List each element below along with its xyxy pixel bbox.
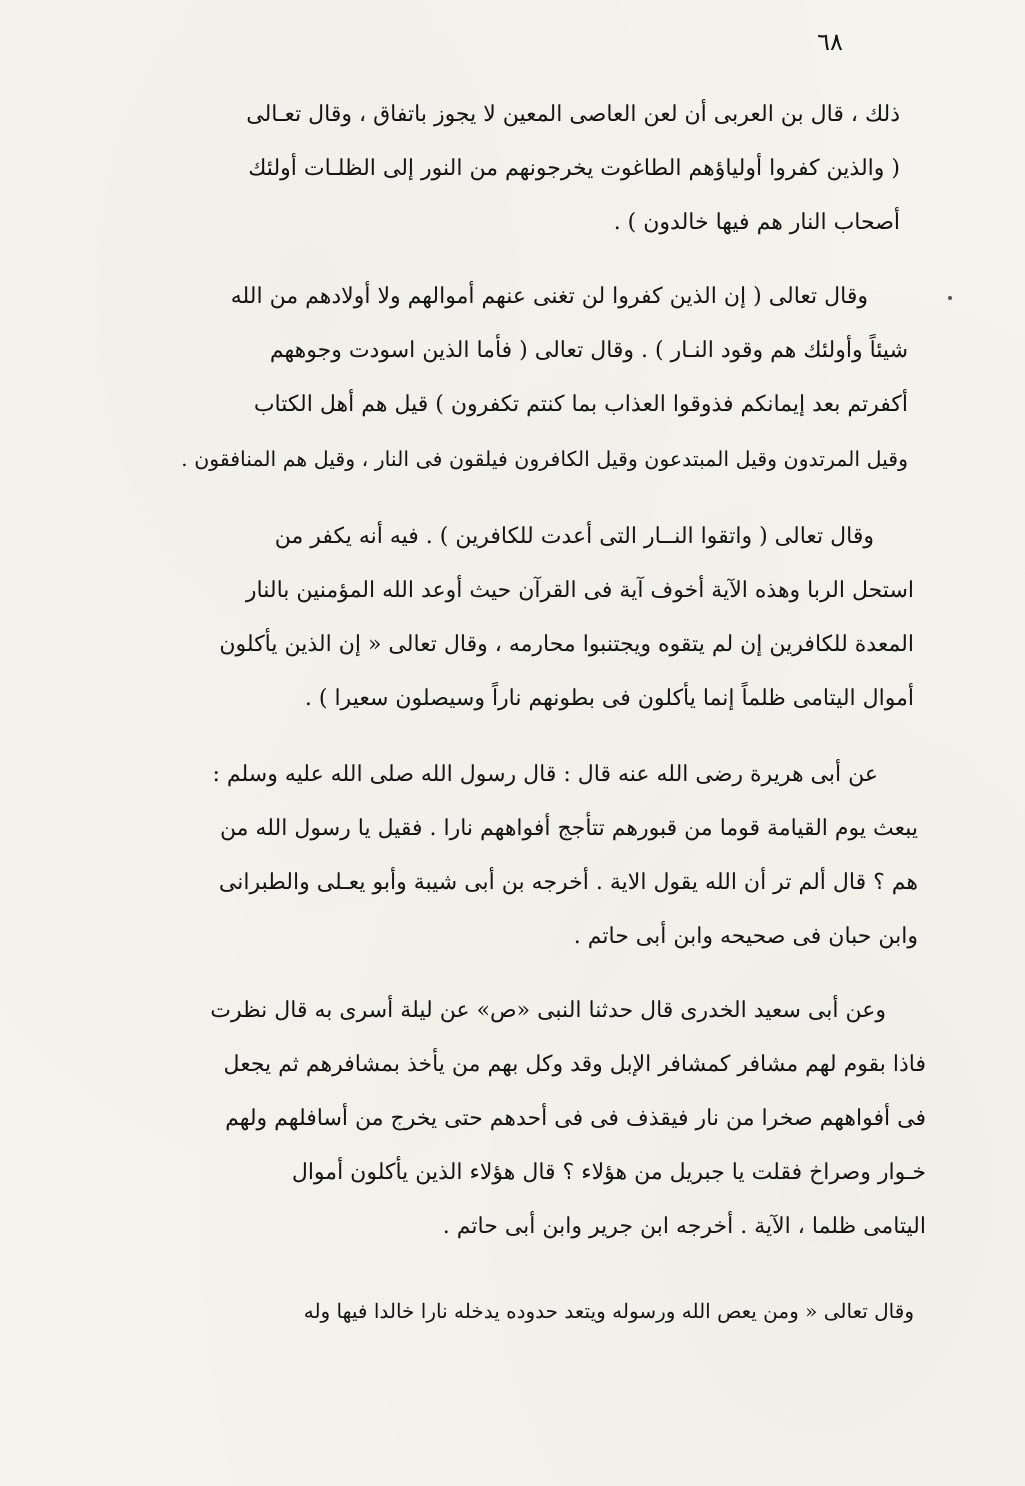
text-line: فاذا بقوم لهم مشافر كمشافر الإبل وقد وكل بهم من يأخذ بمشافرهم ثم يجعل <box>223 1052 926 1077</box>
scan-speck <box>948 296 952 300</box>
page-number: ٦٨ <box>817 28 843 56</box>
text-line: ذلك ، قال بن العربى أن لعن العاصى المعين لا يجوز باتفاق ، وقال تعـالى <box>246 102 900 127</box>
paragraph-3 <box>186 510 914 726</box>
text-line: اليتامى ظلما ، الآية . أخرجه ابن جرير وابن أبى حاتم . <box>442 1214 926 1239</box>
paragraph-2 <box>180 270 908 486</box>
text-line: فى أفواههم صخرا من نار فيقذف فى فى أحدهم حتى يخرج من أسافلهم ولهم <box>225 1106 926 1131</box>
text-line: وقال تعالى ( إن الذين كفروا لن تغنى عنهم أموالهم ولا أولادهم من الله <box>230 284 868 309</box>
paragraph-5 <box>200 984 926 1254</box>
text-line: أصحاب النار هم فيها خالدون ) . <box>613 210 900 235</box>
paragraph-4 <box>196 748 918 964</box>
text-line: وابن حبان فى صحيحه وابن أبى حاتم . <box>573 924 918 949</box>
text-line: خـوار وصراخ فقلت يا جبريل من هؤلاء ؟ قال هؤلاء الذين يأكلون أموال <box>291 1160 926 1185</box>
text-line: وقيل المرتدون وقيل المبتدعون وقيل الكافرون فيلقون فى النار ، وقيل هم المنافقون . <box>181 447 908 471</box>
text-line: وقال تعالى ( واتقوا النــار التى أعدت للكافرين ) . فيه أنه يكفر من <box>274 524 874 549</box>
text-line: يبعث يوم القيامة قوما من قبورهم تتأجج أفواههم نارا . فقيل يا رسول الله من <box>219 816 918 841</box>
text-line: شيئاً وأولئك هم وقود النـار ) . وقال تعالى ( فأما الذين اسودت وجوههم <box>269 338 908 363</box>
text-line: استحل الربا وهذه الآية أخوف آية فى القرآن حيث أوعد الله المؤمنين بالنار <box>245 578 914 603</box>
text-line: ( والذين كفروا أولياؤهم الطاغوت يخرجونهم من النور إلى الظلـات أولئك <box>248 156 900 181</box>
paragraph-6 <box>214 1284 914 1338</box>
text-line: المعدة للكافرين إن لم يتقوه ويجتنبوا محارمه ، وقال تعالى « إن الذين يأكلون <box>219 632 914 657</box>
text-line: أموال اليتامى ظلماً إنما يأكلون فى بطونهم ناراً وسيصلون سعيرا ) . <box>304 686 914 711</box>
text-line: وقال تعالى « ومن يعص الله ورسوله ويتعد حدوده يدخله نارا خالدا فيها وله <box>303 1299 914 1323</box>
text-line: عن أبى هريرة رضى الله عنه قال : قال رسول الله صلى الله عليه وسلم : <box>212 762 878 787</box>
text-line: أكفرتم بعد إيمانكم فذوقوا العذاب بما كنتم تكفرون ) قيل هم أهل الكتاب <box>253 392 908 417</box>
text-line: وعن أبى سعيد الخدرى قال حدثنا النبى «ص» عن ليلة أسرى به قال نظرت <box>210 998 886 1023</box>
paragraph-1 <box>172 88 900 250</box>
text-line: هم ؟ قال ألم تر أن الله يقول الاية . أخرجه بن أبى شيبة وأبو يعـلى والطبرانى <box>218 870 918 895</box>
